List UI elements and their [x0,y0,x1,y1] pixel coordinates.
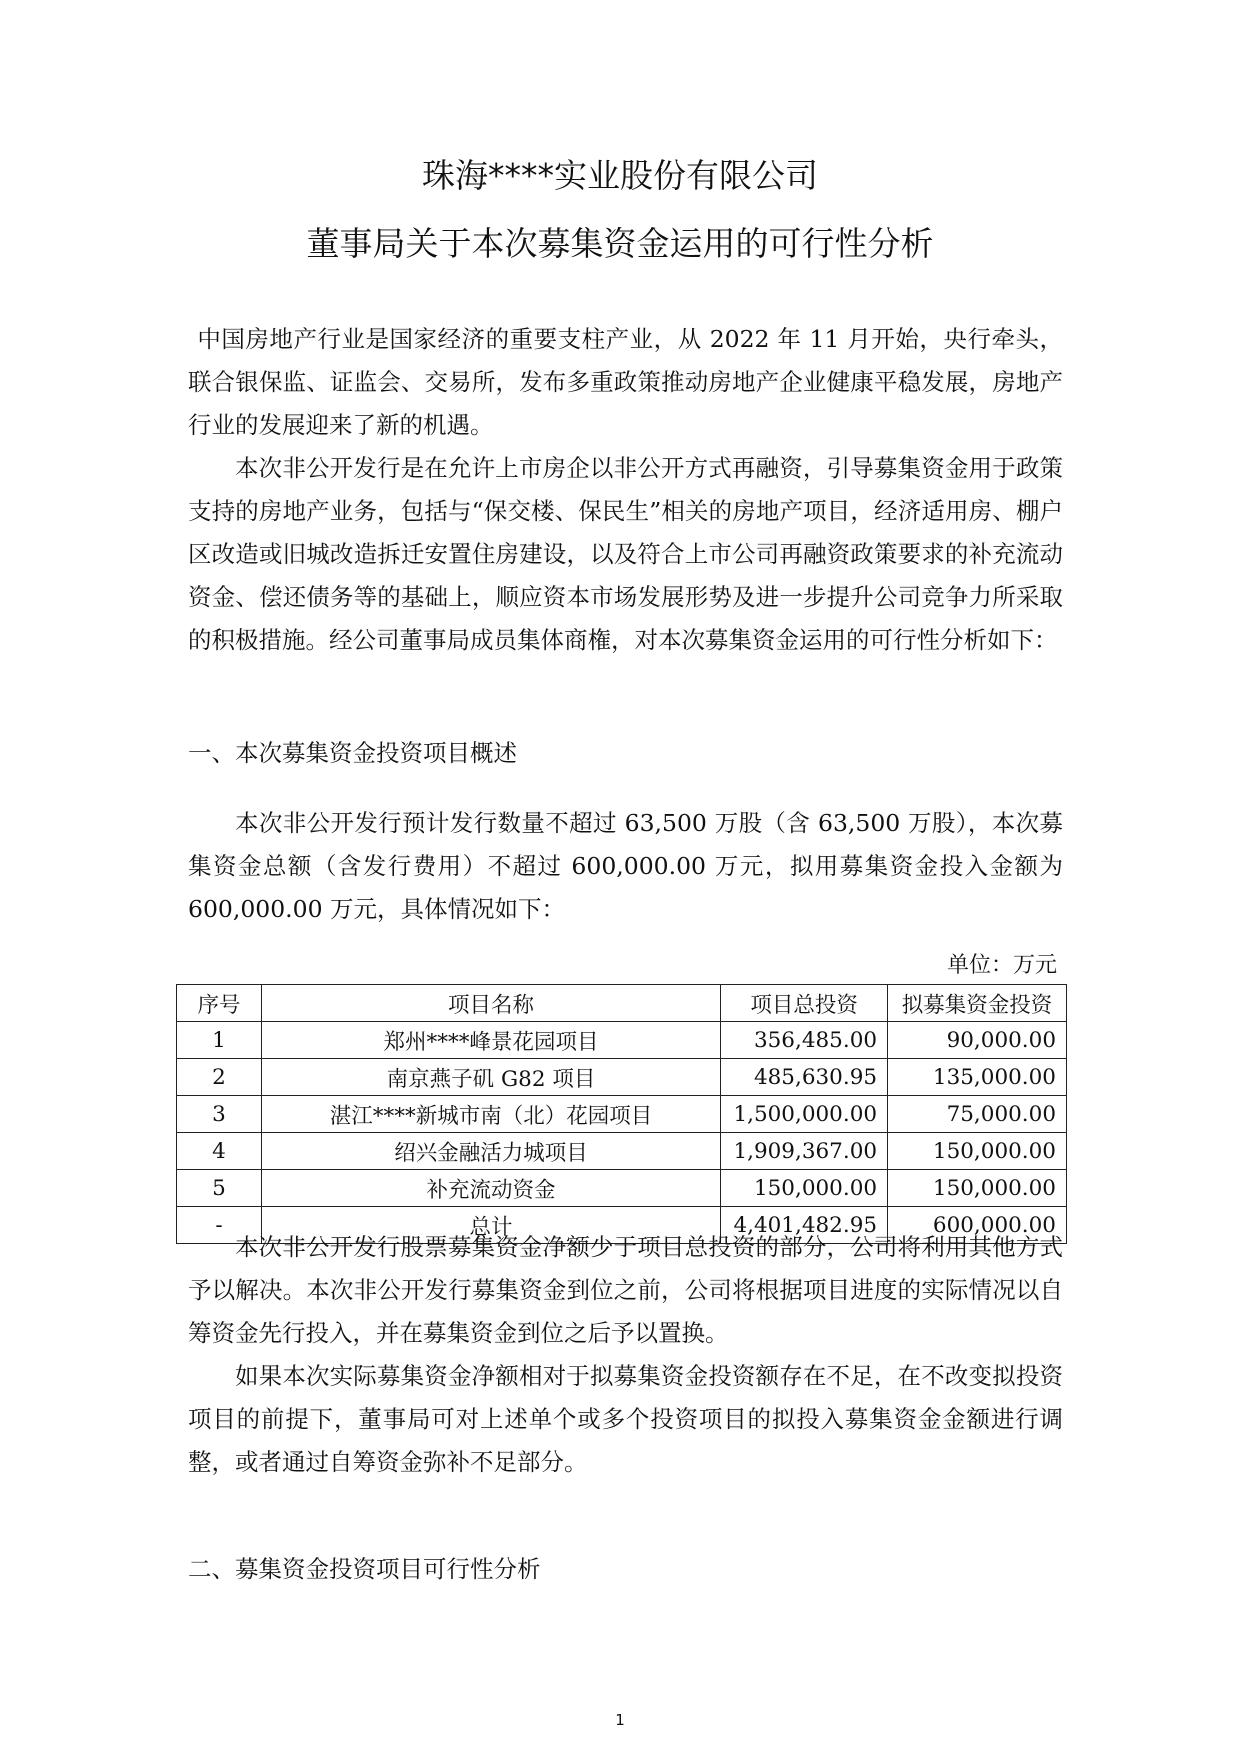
section-heading-2: 二、募集资金投资项目可行性分析 [188,1555,541,1583]
cell-project-name: 湛江****新城市南（北）花园项目 [261,1096,720,1133]
document-title-line2: 董事局关于本次募集资金运用的可行性分析 [306,224,934,263]
cell-total-investment: 1,500,000.00 [721,1096,888,1133]
cell-raised-funds: 150,000.00 [888,1133,1067,1170]
cell-index: 5 [177,1170,262,1207]
cell-raised-funds: 600,000.00 [888,1207,1067,1244]
cell-raised-funds: 135,000.00 [888,1059,1067,1096]
section-heading-1: 一、本次募集资金投资项目概述 [188,739,517,767]
cell-project-name: 南京燕子矶 G82 项目 [261,1059,720,1096]
cell-index: 2 [177,1059,262,1096]
cell-total-investment: 4,401,482.95 [721,1207,888,1244]
paragraph-adjustment: 如果本次实际募集资金净额相对于拟募集资金投资额存在不足，在不改变拟投资项目的前提下，董事局可对上述单个或多个投资项目的拟投入募集资金金额进行调整，或者通过自筹资金弥补不足部分。 [188,1362,1063,1476]
cell-index: - [177,1207,262,1244]
header-total-investment: 项目总投资 [721,985,888,1022]
header-project-name: 项目名称 [261,985,720,1022]
cell-index: 1 [177,1022,262,1059]
cell-project-name: 绍兴金融活力城项目 [261,1133,720,1170]
table-header-row [177,985,1067,1022]
cell-total-investment: 356,485.00 [721,1022,888,1059]
table-unit-label: 单位：万元 [946,953,1057,978]
paragraph-shortfall: 本次非公开发行股票募集资金净额少于项目总投资的部分，公司将利用其他方式予以解决。本次非公开发行募集资金到位之前，公司将根据项目进度的实际情况以自筹资金先行投入，并在募集资金到位之后予以置换。 [188,1233,1063,1347]
cell-total-investment: 1,909,367.00 [721,1133,888,1170]
cell-project-name: 补充流动资金 [261,1170,720,1207]
cell-total-investment: 150,000.00 [721,1170,888,1207]
table-row [177,1022,1067,1059]
document-title-line1: 珠海****实业股份有限公司 [422,156,818,195]
paragraph-intro: 中国房地产行业是国家经济的重要支柱产业，从 2022 年 11 月开始，央行牵头，联合银保监、证监会、交易所，发布多重政策推动房地产企业健康平稳发展，房地产行业的发展迎来了新的机遇。 [188,325,1063,439]
paragraph-purpose: 本次非公开发行是在允许上市房企以非公开方式再融资，引导募集资金用于政策支持的房地产业务，包括与“保交楼、保民生”相关的房地产项目，经济适用房、棚户区改造或旧城改造拆迁安置住房建设，以及符合上市公司再融资政策要求的补充流动资金、偿还债务等的基础上，顺应资本市场发展形势及进一步提升公司竞争力所采取的积极措施。经公司董事局成员集体商権，对本次募集资金运用的可行性分析如下： [188,454,1063,654]
header-index: 序号 [177,985,262,1022]
page-number: 1 [615,1711,625,1729]
header-raised-funds: 拟募集资金投资 [888,985,1067,1022]
table-row [177,1170,1067,1207]
paragraph-offering: 本次非公开发行预计发行数量不超过 63,500 万股（含 63,500 万股），本次募集资金总额（含发行费用）不超过 600,000.00 万元，拟用募集资金投入金额为 600,000.00 万元，具体情况如下： [188,809,1063,923]
cell-raised-funds: 75,000.00 [888,1096,1067,1133]
investment-table [176,984,1067,1244]
cell-raised-funds: 90,000.00 [888,1022,1067,1059]
table-row [177,1133,1067,1170]
cell-total-investment: 485,630.95 [721,1059,888,1096]
table-row [177,1096,1067,1133]
cell-project-name: 郑州****峰景花园项目 [261,1022,720,1059]
cell-project-name: 总计 [261,1207,720,1244]
cell-index: 3 [177,1096,262,1133]
cell-raised-funds: 150,000.00 [888,1170,1067,1207]
table-row [177,1059,1067,1096]
cell-index: 4 [177,1133,262,1170]
